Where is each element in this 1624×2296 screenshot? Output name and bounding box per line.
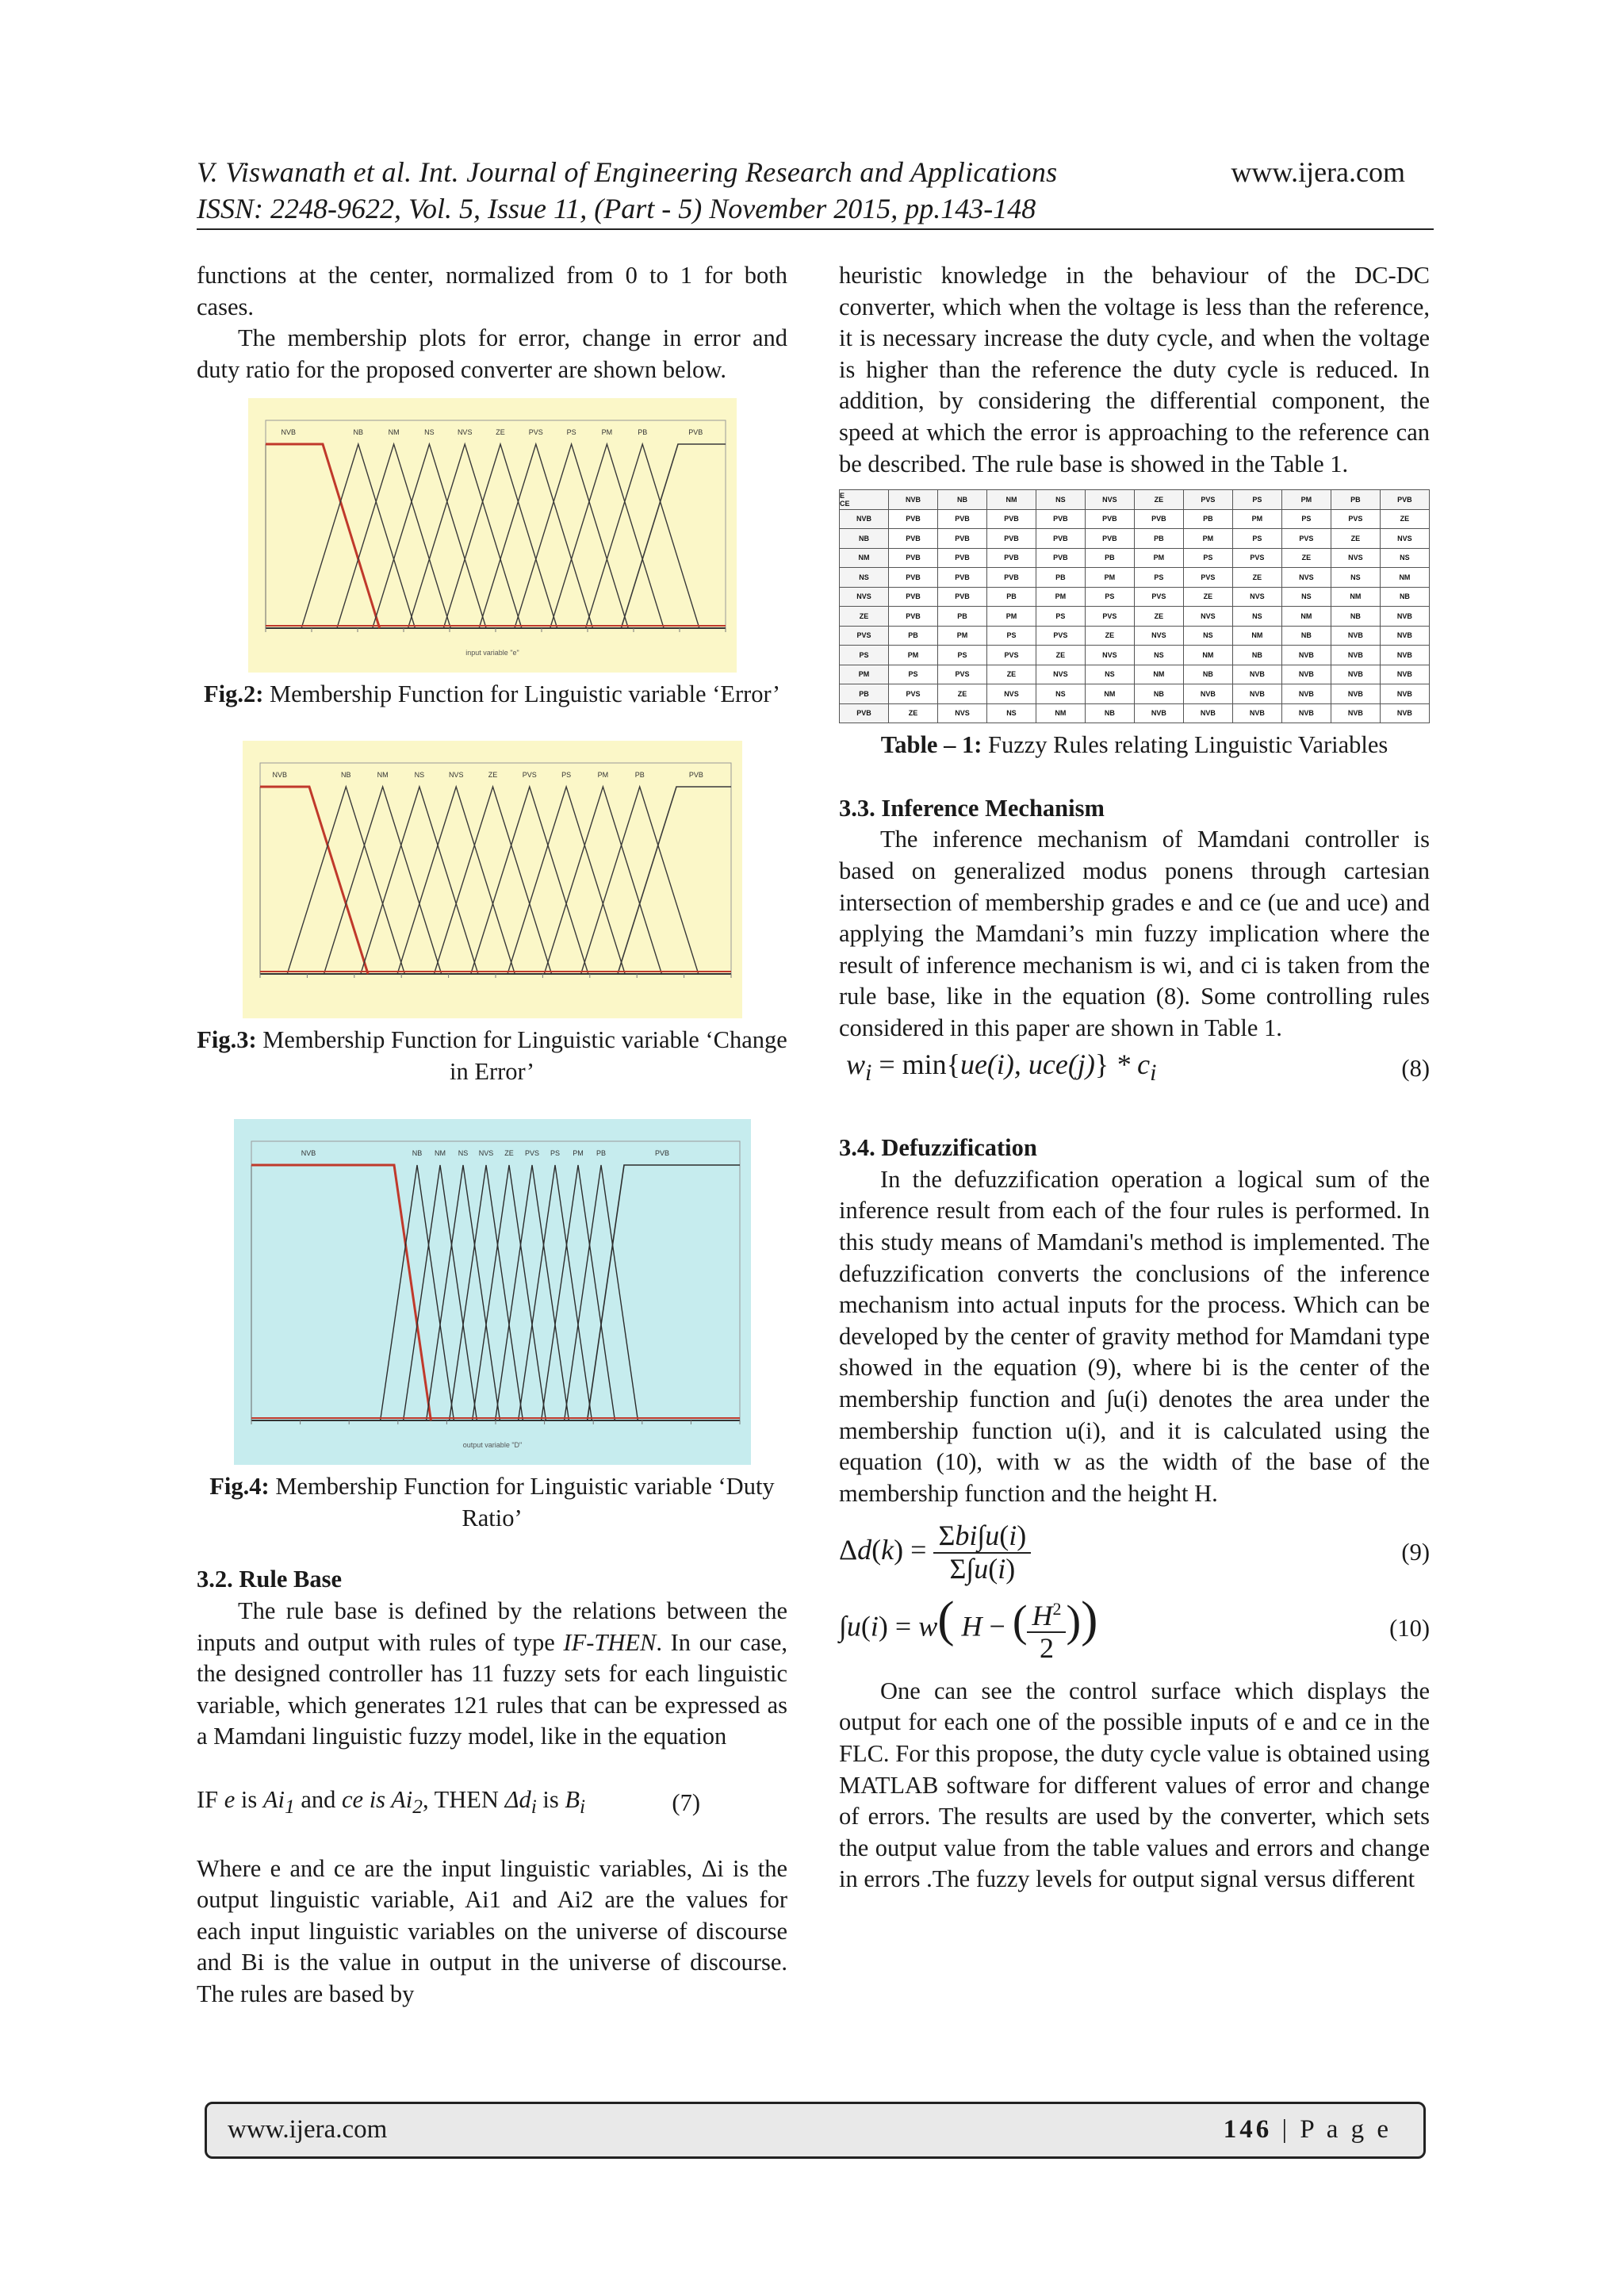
table-cell: NS <box>1281 587 1331 607</box>
table-cell: PVB <box>889 568 938 588</box>
mf-label-ps: PS <box>566 428 576 437</box>
table-cell: NVB <box>1331 684 1380 704</box>
caption-label: Fig.2: <box>203 680 264 708</box>
table-row-header: NS <box>840 568 889 588</box>
table-cell: PVS <box>1232 548 1281 568</box>
table-row-header: NM <box>840 548 889 568</box>
table-cell: PVB <box>889 548 938 568</box>
table-row-header: PM <box>840 665 889 684</box>
table-row-header: PVS <box>840 626 889 646</box>
mf-label-ze: ZE <box>488 770 497 779</box>
table-cell: PS <box>938 646 987 665</box>
table-cell: NS <box>986 703 1036 723</box>
duty-ratio-membership-plot <box>234 1119 751 1465</box>
caption-label: Table – 1: <box>880 731 982 759</box>
table-cell: NB <box>1183 665 1232 684</box>
table-row <box>840 607 1430 627</box>
table-cell: NVB <box>1331 626 1380 646</box>
equation-number: (10) <box>1389 1614 1430 1642</box>
table-row <box>840 587 1430 607</box>
table-cell: PM <box>986 607 1036 627</box>
table-cell: PM <box>1183 529 1232 549</box>
table-row-header: ZE <box>840 607 889 627</box>
caption-text: Membership Function for Linguistic variable ‘Error’ <box>270 680 780 708</box>
footer-url[interactable]: www.ijera.com <box>228 2115 388 2144</box>
table-cell: NB <box>1232 646 1281 665</box>
table-cell: NM <box>1183 646 1232 665</box>
table-cell: PVS <box>1331 509 1380 529</box>
paragraph <box>197 1596 787 1753</box>
table-cell: PS <box>1281 509 1331 529</box>
table-cell: NVB <box>1281 646 1331 665</box>
table-cell: NB <box>1134 684 1183 704</box>
table-cell: PB <box>1085 548 1134 568</box>
table-cell: NM <box>1380 568 1429 588</box>
page-word: | P a g e <box>1281 2115 1392 2144</box>
table-caption <box>839 730 1430 761</box>
equation-10 <box>839 1589 1430 1665</box>
table-cell: PB <box>1183 509 1232 529</box>
table-row <box>840 665 1430 684</box>
table-cell: PVB <box>1036 548 1085 568</box>
table-cell: NS <box>1085 665 1134 684</box>
left-column <box>197 260 787 2010</box>
table-cell: NS <box>1331 568 1380 588</box>
table-cell: PVB <box>986 529 1036 549</box>
mf-label-nm: NM <box>377 770 389 779</box>
table-cell: NVB <box>1281 684 1331 704</box>
table-cell: NVB <box>1380 703 1429 723</box>
table-cell: PVB <box>1085 529 1134 549</box>
page-header <box>197 151 1434 230</box>
section-heading: 3.4. Defuzzification <box>839 1134 1037 1162</box>
equation-body: IF e is $Ai_1$ and ce is $Ai_2$, THEN $\Delta d_i$ is $B_i$ <box>197 1785 586 1818</box>
table-cell: NVB <box>1281 665 1331 684</box>
mf-label-pvs: PVS <box>528 428 543 437</box>
table-column-header: PB <box>1331 490 1380 510</box>
table-row <box>840 548 1430 568</box>
table-cell: NVB <box>1380 684 1429 704</box>
table-column-header: PVS <box>1183 490 1232 510</box>
paragraph: The inference mechanism of Mamdani controller is based on generalized modus ponens through cartesian intersection of membership grades e and ce (ue and uce) and applying the Mamdani’s min fuzzy implication where the result of inference mechanism is wi, and ci is taken from the rule base, like in the equation (8). Some controlling rules considered in this paper are shown in Table 1. <box>839 826 1430 1041</box>
table-cell: NVB <box>1183 703 1232 723</box>
equation-body: Δd(k) = $\frac{\text{Σbi∫u(i)}}{\Sigma\int u(i)}$ <box>839 1520 1031 1585</box>
mf-label-pb: PB <box>634 770 645 779</box>
table-cell: PB <box>1134 529 1183 549</box>
paragraph: The membership plots for error, change in error and duty ratio for the proposed converter are shown below. <box>197 324 787 383</box>
table-cell: PVS <box>1134 587 1183 607</box>
table-column-header: ZE <box>1134 490 1183 510</box>
mf-label-pvs: PVS <box>524 1149 539 1158</box>
equation-8 <box>839 1049 1430 1089</box>
page-number <box>1224 2115 1392 2145</box>
mf-label-nm: NM <box>388 428 400 437</box>
table-row <box>840 509 1430 529</box>
table-row <box>840 529 1430 549</box>
paragraph: heuristic knowledge in the behaviour of the DC-DC converter, which when the voltage is less than the reference, it is necessary increase the duty cycle, and when the voltage is higher than the reference the duty cycle is reduced. In addition, by considering the differential component, the speed at which the error is approaching to the reference can be described. The rule base is showed in the Table 1. <box>839 262 1430 477</box>
table-cell: ZE <box>1380 509 1429 529</box>
table-column-header: NB <box>938 490 987 510</box>
table-cell: ZE <box>986 665 1036 684</box>
table-cell: PVS <box>889 684 938 704</box>
corner-e: E <box>840 491 845 500</box>
table-cell: PVB <box>938 509 987 529</box>
table-cell: PM <box>889 646 938 665</box>
table-row <box>840 703 1430 723</box>
table-cell: NVB <box>1232 703 1281 723</box>
mf-label-pm: PM <box>597 770 608 779</box>
figure-caption <box>197 1471 787 1534</box>
table-row-header: PB <box>840 684 889 704</box>
table-cell: PVS <box>1183 568 1232 588</box>
table-cell: ZE <box>1085 626 1134 646</box>
equation-number: (8) <box>1401 1054 1430 1082</box>
journal-citation-line1: V. Viswanath et al. Int. Journal of Engineering Research and Applications <box>197 156 1058 188</box>
mf-label-ze: ZE <box>504 1149 514 1158</box>
table-cell: NS <box>1036 684 1085 704</box>
mf-label-pvb: PVB <box>654 1149 669 1158</box>
table-cell: PVB <box>986 509 1036 529</box>
table-cell: PB <box>938 607 987 627</box>
table-cell: PB <box>889 626 938 646</box>
caption-text: Fuzzy Rules relating Linguistic Variables <box>988 731 1388 759</box>
table-cell: PVB <box>986 568 1036 588</box>
figure-duty-ratio-mf <box>234 1119 751 1465</box>
table-column-header: NM <box>986 490 1036 510</box>
table-cell: NVS <box>938 703 987 723</box>
mf-label-nb: NB <box>340 770 351 779</box>
table-cell: NVB <box>1380 607 1429 627</box>
table-row-header: PS <box>840 646 889 665</box>
axis-label: input variable "e" <box>465 649 519 657</box>
table-cell: ZE <box>1331 529 1380 549</box>
plot-background <box>243 741 742 1018</box>
table-cell: NVS <box>1183 607 1232 627</box>
page-footer <box>205 2102 1426 2159</box>
table-row-header: NVB <box>840 509 889 529</box>
table-cell: NM <box>1085 684 1134 704</box>
caption-text: Membership Function for Linguistic variable ‘Change in Error’ <box>262 1025 787 1085</box>
table-cell: NVB <box>1232 665 1281 684</box>
caption-text: Membership Function for Linguistic variable ‘Duty Ratio’ <box>275 1473 775 1531</box>
change-error-membership-plot <box>243 741 742 1018</box>
table-cell: PVB <box>1085 509 1134 529</box>
figure-caption <box>197 679 787 711</box>
table-cell: PM <box>1085 568 1134 588</box>
table-cell: PM <box>938 626 987 646</box>
table-cell: PVB <box>986 548 1036 568</box>
mf-label-nvb: NVB <box>281 428 296 437</box>
table-cell: NVB <box>1331 703 1380 723</box>
paragraph: Where e and ce are the input linguistic variables, Δi is the output linguistic variable, Ai1 and Ai2 are the values for each input linguistic variables on the universe of discourse and Bi is the value in output in the universe of discourse. The rules are based by <box>197 1854 787 2007</box>
table-cell: NVB <box>1134 703 1183 723</box>
text-run: IF-THEN <box>563 1628 657 1656</box>
plot-background <box>234 1119 751 1465</box>
mf-label-pm: PM <box>572 1149 584 1158</box>
table-cell: NVS <box>1085 646 1134 665</box>
table-column-header: NVS <box>1085 490 1134 510</box>
table-cell: PVB <box>1134 509 1183 529</box>
table-row-header: NVS <box>840 587 889 607</box>
table-row <box>840 568 1430 588</box>
table-cell: NVB <box>1380 646 1429 665</box>
mf-label-pvb: PVB <box>688 770 703 779</box>
table-cell: PVS <box>1281 529 1331 549</box>
table-cell: PVB <box>889 529 938 549</box>
table-cell: PVS <box>1036 626 1085 646</box>
caption-label: Fig.4: <box>209 1473 270 1501</box>
table-cell: NM <box>1232 626 1281 646</box>
table-cell: PS <box>986 626 1036 646</box>
table-corner-cell <box>840 490 889 510</box>
mf-label-ps: PS <box>550 1149 560 1158</box>
mf-label-nb: NB <box>353 428 363 437</box>
section-heading: 3.2. Rule Base <box>197 1566 342 1593</box>
axis-label: output variable "D" <box>462 1441 522 1450</box>
mf-label-ns: NS <box>458 1149 468 1158</box>
mf-label-nvb: NVB <box>272 770 287 779</box>
table-cell: PS <box>1085 587 1134 607</box>
table-cell: PB <box>1036 568 1085 588</box>
text-run: . In our case, the designed controller has 11 fuzzy sets for each linguistic variable, which generates 121 rules that can be expressed as a Mamdani linguistic fuzzy model, like in the equation <box>197 1628 788 1750</box>
table-cell: ZE <box>1183 587 1232 607</box>
equation-number: (7) <box>672 1789 700 1817</box>
header-url[interactable]: www.ijera.com <box>1231 156 1405 188</box>
table-cell: NS <box>1183 626 1232 646</box>
table-cell: PS <box>1232 529 1281 549</box>
table-cell: NVS <box>1134 626 1183 646</box>
caption-label: Fig.3: <box>197 1025 257 1053</box>
table-cell: NM <box>1331 587 1380 607</box>
table-cell: PB <box>986 587 1036 607</box>
table-cell: NVS <box>986 684 1036 704</box>
table-cell: NVB <box>1281 703 1331 723</box>
mf-label-ns: NS <box>414 770 424 779</box>
table-cell: NVB <box>1183 684 1232 704</box>
table-cell: NM <box>1134 665 1183 684</box>
mf-label-nvb: NVB <box>301 1149 316 1158</box>
table-cell: NVS <box>1331 548 1380 568</box>
table-cell: PS <box>1036 607 1085 627</box>
table-cell: NVS <box>1232 587 1281 607</box>
table-cell: PS <box>889 665 938 684</box>
equation-7 <box>197 1784 787 1823</box>
table-cell: PM <box>1036 587 1085 607</box>
table-cell: PVS <box>986 646 1036 665</box>
mf-label-ze: ZE <box>495 428 505 437</box>
equation-body: $w_i = \min\{ue(i)$, $uce(j)\} * c_i$ <box>839 1048 1157 1086</box>
mf-label-nb: NB <box>412 1149 422 1158</box>
mf-label-nm: NM <box>434 1149 446 1158</box>
table-row <box>840 646 1430 665</box>
paragraph: functions at the center, normalized from 0 to 1 for both cases. <box>197 262 787 320</box>
table-cell: NVS <box>1036 665 1085 684</box>
mf-label-pvb: PVB <box>688 428 703 437</box>
page-number-value: 146 <box>1223 2115 1273 2144</box>
table-cell: ZE <box>1232 568 1281 588</box>
mf-label-ns: NS <box>423 428 435 437</box>
table-cell: NVS <box>1380 529 1429 549</box>
table-cell: NB <box>1331 607 1380 627</box>
table-cell: ZE <box>938 684 987 704</box>
paragraph: One can see the control surface which displays the output for each one of the possible inputs of e and ce in the FLC. For this propose, the duty cycle value is obtained using MATLAB software for different values of error and change of errors. The results are used by the converter, which sets the output value from the table values and errors and change in errors .The fuzzy levels for output signal versus different <box>839 1677 1430 1893</box>
table-cell: PVB <box>1036 529 1085 549</box>
table-row-header: NB <box>840 529 889 549</box>
figure-change-error-mf <box>243 741 742 1018</box>
table-cell: NVS <box>1281 568 1331 588</box>
section-heading: 3.3. Inference Mechanism <box>839 794 1105 822</box>
table-cell: NVB <box>1380 626 1429 646</box>
mf-label-nvs: NVS <box>478 1149 493 1158</box>
equation-body: ∫u(i) = w( H − ( $\frac{H^2}{2}$ )) <box>839 1589 1098 1665</box>
table-column-header: NS <box>1036 490 1085 510</box>
fuzzy-rule-table <box>839 489 1430 723</box>
mf-label-pvs: PVS <box>522 770 537 779</box>
table-row-header: PVB <box>840 703 889 723</box>
table-cell: PS <box>1183 548 1232 568</box>
corner-ce: CE <box>840 499 850 508</box>
table-row <box>840 626 1430 646</box>
table-cell: NB <box>1281 626 1331 646</box>
table-cell: NB <box>1085 703 1134 723</box>
paragraph: In the defuzzification operation a logical sum of the inference result from each of the four rules is performed. In this study means of Mamdani's method is implemented. The defuzzification converts the conclusions of the inference mechanism into actual inputs for the process. Which can be developed by the center of gravity method for Mamdani type showed in the equation (9), where bi is the center of the membership function and ∫u(i) denotes the area under the membership function u(i), and it is calculated using the equation (10), with w as the width of the base of the membership function and the height H. <box>839 1165 1430 1507</box>
table-cell: PVB <box>889 509 938 529</box>
mf-label-nvs: NVS <box>457 428 472 437</box>
table-cell: NVB <box>1331 665 1380 684</box>
table-cell: NB <box>1380 587 1429 607</box>
table-cell: NM <box>1036 703 1085 723</box>
table-cell: NS <box>1134 646 1183 665</box>
table-cell: PVB <box>1036 509 1085 529</box>
mf-label-nvs: NVS <box>448 770 463 779</box>
table-row <box>840 684 1430 704</box>
table-cell: ZE <box>889 703 938 723</box>
mf-label-pb: PB <box>637 428 647 437</box>
table-cell: PVS <box>1085 607 1134 627</box>
table-cell: NVB <box>1331 646 1380 665</box>
equation-9 <box>839 1520 1430 1585</box>
text-run: The rule base is defined by the relations between the inputs and output with rules of type <box>197 1596 787 1656</box>
table-column-header: PVB <box>1380 490 1429 510</box>
table-cell: PVS <box>938 665 987 684</box>
table-cell: PVB <box>938 548 987 568</box>
table-cell: PVB <box>938 587 987 607</box>
table-cell: PVB <box>889 607 938 627</box>
table-column-header: NVB <box>889 490 938 510</box>
mf-label-pb: PB <box>596 1149 606 1158</box>
table-cell: NM <box>1281 607 1331 627</box>
table-cell: NVB <box>1232 684 1281 704</box>
table-cell: PM <box>1134 548 1183 568</box>
equation-number: (9) <box>1401 1539 1430 1566</box>
table-cell: ZE <box>1281 548 1331 568</box>
table-cell: NVB <box>1380 665 1429 684</box>
mf-label-ps: PS <box>561 770 571 779</box>
table-cell: PVB <box>889 587 938 607</box>
figure-caption <box>197 1025 787 1087</box>
journal-citation-line2: ISSN: 2248-9622, Vol. 5, Issue 11, (Part - 5) November 2015, pp.143-148 <box>197 193 1036 224</box>
figure-error-mf <box>248 398 737 673</box>
table-cell: PVB <box>938 529 987 549</box>
table-column-header: PM <box>1281 490 1331 510</box>
table-cell: PM <box>1232 509 1281 529</box>
table-cell: PS <box>1134 568 1183 588</box>
table-cell: PVB <box>938 568 987 588</box>
table-cell: ZE <box>1036 646 1085 665</box>
table-cell: ZE <box>1134 607 1183 627</box>
error-membership-plot <box>248 398 737 673</box>
table-cell: NS <box>1380 548 1429 568</box>
right-column <box>839 260 1430 1895</box>
mf-label-pm: PM <box>601 428 612 437</box>
table-cell: NS <box>1232 607 1281 627</box>
table-column-header: PS <box>1232 490 1281 510</box>
